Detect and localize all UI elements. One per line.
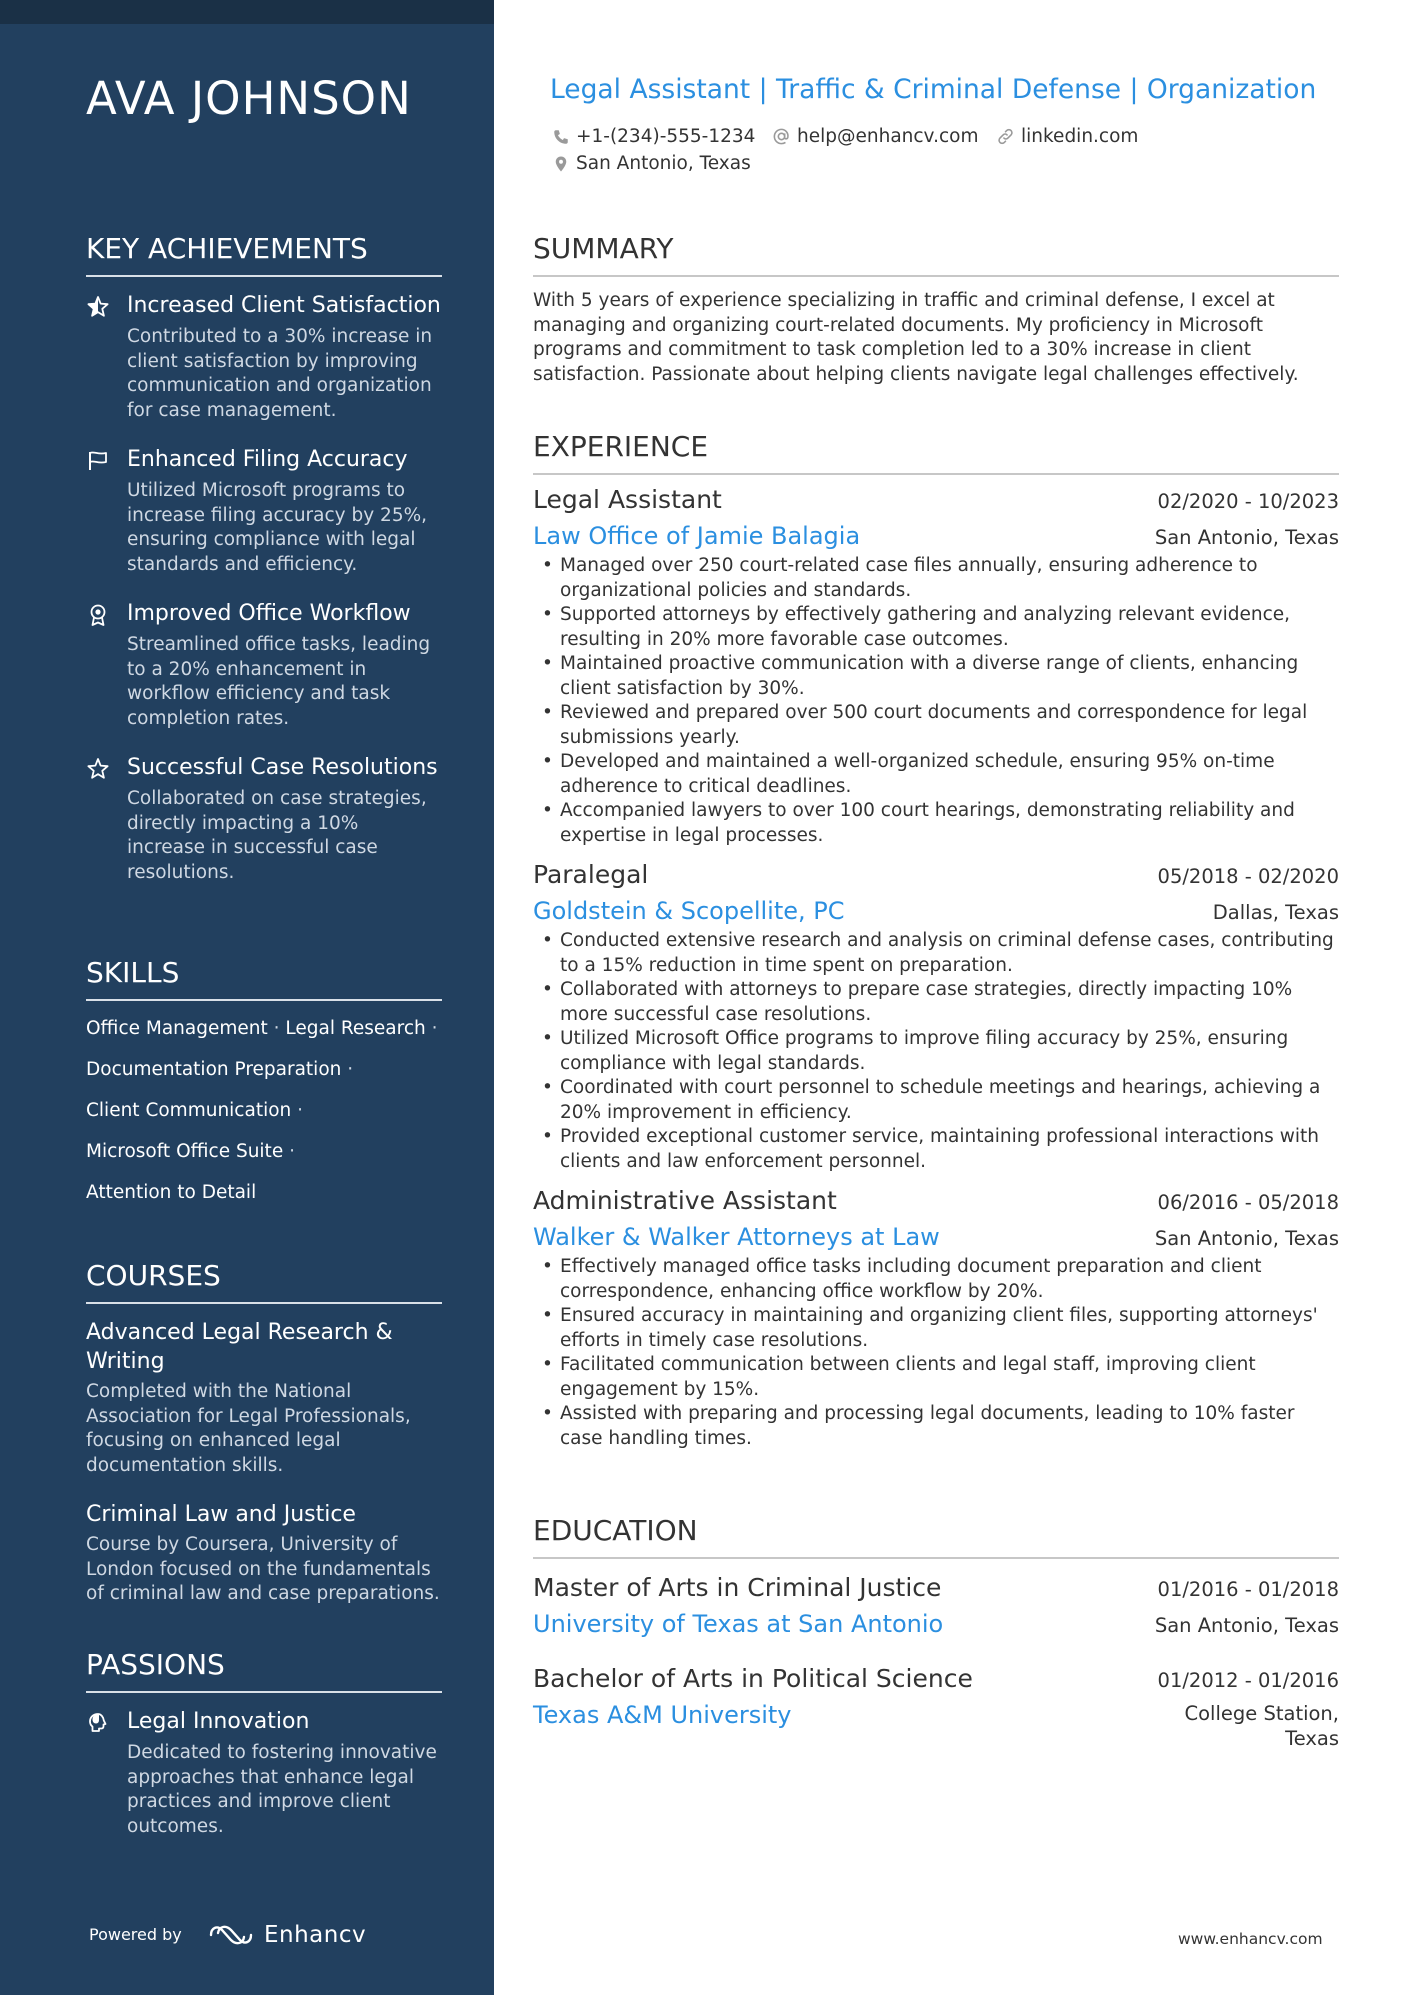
achievement-title: Enhanced Filing Accuracy (127, 447, 408, 472)
degree-title: Master of Arts in Criminal Justice (533, 1573, 942, 1602)
school-location: College Station, Texas (1184, 1702, 1339, 1750)
footer-url[interactable]: www.enhancv.com (1178, 1930, 1323, 1948)
bullet-item: • Maintained proactive communication with a diverse range of clients, enhancing client satisfaction by 30%. (533, 652, 1339, 701)
course-title: Criminal Law and Justice (86, 1502, 356, 1527)
bullet-item: • Utilized Microsoft Office programs to improve filing accuracy by 25%, ensuring compliance with legal standards. (533, 1027, 1339, 1076)
job-location: San Antonio, Texas (1154, 1227, 1339, 1250)
degree-title: Bachelor of Arts in Political Science (533, 1664, 973, 1693)
skill-label: Attention to Detail (86, 1182, 257, 1203)
achievement-title: Improved Office Workflow (127, 601, 411, 626)
section-title: PASSIONS (86, 1648, 442, 1693)
job-location: Dallas, Texas (1212, 901, 1339, 924)
section-title: COURSES (86, 1259, 442, 1304)
achievement-item (86, 291, 442, 423)
school-name[interactable]: Texas A&M University (533, 1701, 792, 1729)
course-title: Advanced Legal Research & Writing (86, 1320, 393, 1374)
bullet-item: • Collaborated with attorneys to prepare case strategies, directly impacting 10% more successful case resolutions. (533, 978, 1339, 1027)
contact-location (552, 153, 751, 174)
skill-row: Documentation Preparation · (86, 1059, 354, 1080)
enhancv-logo[interactable] (208, 1918, 366, 1952)
powered-by-label: Powered by (89, 1925, 182, 1944)
achievement-desc: Streamlined office tasks, leading to a 20% enhancement in workflow efficiency and task completion rates. (127, 634, 431, 729)
passion-item (86, 1707, 442, 1839)
skill-row (86, 1181, 442, 1222)
email-text: help@enhancv.com (797, 126, 979, 147)
section-title: KEY ACHIEVEMENTS (86, 232, 442, 277)
job-entry (533, 485, 1339, 848)
contact-phone[interactable] (552, 126, 755, 147)
headline: Legal Assistant | Traffic & Criminal Defense | Organization (550, 74, 1317, 105)
link-icon (996, 127, 1015, 146)
passions-section (86, 1648, 442, 1861)
achievement-title: Successful Case Resolutions (127, 755, 438, 780)
job-title: Administrative Assistant (533, 1186, 837, 1215)
bullet-item: • Provided exceptional customer service, maintaining professional interactions with clients and law enforcement personnel. (533, 1125, 1339, 1174)
school-location: San Antonio, Texas (1154, 1614, 1339, 1637)
skill-row: Office Management · Legal Research · (86, 1018, 438, 1039)
phone-text: +1-(234)-555-1234 (576, 126, 756, 147)
education-entry (533, 1664, 1339, 1751)
bullet-item: • Developed and maintained a well-organized schedule, ensuring 95% on-time adherence to critical deadlines. (533, 750, 1339, 799)
job-entry (533, 860, 1339, 1174)
job-dates: 02/2020 - 10/2023 (1157, 490, 1339, 513)
job-company[interactable]: Walker & Walker Attorneys at Law (533, 1223, 940, 1251)
bullet-item: • Ensured accuracy in maintaining and organizing client files, supporting attorneys' efforts in timely case resolutions. (533, 1304, 1339, 1353)
location-text: San Antonio, Texas (576, 153, 751, 174)
at-icon (772, 127, 791, 146)
star-half-icon (86, 295, 110, 319)
job-dates: 06/2016 - 05/2018 (1157, 1191, 1339, 1214)
skill-label: Legal Research (285, 1018, 426, 1039)
job-bullets (533, 1255, 1339, 1451)
job-dates: 05/2018 - 02/2020 (1157, 865, 1339, 888)
section-title: EDUCATION (533, 1514, 1339, 1559)
skill-label: Office Management (86, 1018, 268, 1039)
course-item (86, 1500, 442, 1607)
sidebar-top-strip (0, 0, 494, 24)
job-location: San Antonio, Texas (1154, 526, 1339, 549)
flag-icon (86, 449, 110, 473)
bullet-item: • Reviewed and prepared over 500 court documents and correspondence for legal submissions yearly. (533, 701, 1339, 750)
education-entry (533, 1573, 1339, 1638)
passion-desc: Dedicated to fostering innovative approaches that enhance legal practices and improve client outcomes. (127, 1742, 437, 1837)
education-dates: 01/2012 - 01/2016 (1157, 1669, 1339, 1692)
sidebar (0, 0, 494, 1995)
courses-section (86, 1259, 442, 1629)
skill-label: Documentation Preparation (86, 1059, 342, 1080)
education-dates: 01/2016 - 01/2018 (1157, 1578, 1339, 1601)
bullet-item: • Conducted extensive research and analysis on criminal defense cases, contributing to a 15% reduction in time spent on preparation. (533, 929, 1339, 978)
star-icon (86, 757, 110, 781)
contact-email[interactable] (772, 126, 978, 147)
linkedin-text: linkedin.com (1021, 126, 1139, 147)
summary-section (533, 232, 1339, 387)
achievement-title: Increased Client Satisfaction (127, 293, 441, 318)
location-pin-icon (552, 154, 570, 174)
job-entry (533, 1186, 1339, 1451)
phone-icon (552, 128, 570, 146)
course-desc: Completed with the National Association for Legal Professionals, focusing on enhanced legal documentation skills. (86, 1381, 411, 1476)
course-item (86, 1318, 442, 1478)
section-title: SKILLS (86, 956, 442, 1001)
enhancv-logo-icon (208, 1922, 254, 1948)
contact-linkedin[interactable] (996, 126, 1138, 147)
skill-row: Client Communication · (86, 1100, 304, 1121)
school-name[interactable]: University of Texas at San Antonio (533, 1610, 944, 1638)
achievement-desc: Collaborated on case strategies, directly impacting a 10% increase in successful case resolutions. (127, 788, 427, 883)
bullet-item: • Coordinated with court personnel to schedule meetings and hearings, achieving a 20% improvement in efficiency. (533, 1076, 1339, 1125)
education-section (533, 1514, 1339, 1777)
section-title: EXPERIENCE (533, 430, 1339, 475)
bullet-item: • Assisted with preparing and processing legal documents, leading to 10% faster case handling times. (533, 1402, 1339, 1451)
skill-label: Client Communication (86, 1100, 292, 1121)
experience-section (533, 430, 1339, 1463)
job-title: Legal Assistant (533, 485, 722, 514)
job-company[interactable]: Law Office of Jamie Balagia (533, 522, 861, 550)
job-bullets (533, 929, 1339, 1174)
summary-text: With 5 years of experience specializing in traffic and criminal defense, I excel at managing and organizing court-related documents. My proficiency in Microsoft programs and commitment to task completion led to a 30% increase in client satisfaction. Passionate about helping clients navigate legal challenges effectively. (533, 290, 1299, 385)
bullet-item: • Accompanied lawyers to over 100 court hearings, demonstrating reliability and expertise in legal processes. (533, 799, 1339, 848)
achievement-desc: Contributed to a 30% increase in client satisfaction by improving communication and organization for case management. (127, 326, 433, 421)
job-title: Paralegal (533, 860, 649, 889)
course-desc: Course by Coursera, University of London focused on the fundamentals of criminal law and case preparations. (86, 1534, 440, 1604)
brand-name: Enhancv (264, 1922, 367, 1948)
job-bullets (533, 554, 1339, 848)
key-achievements-section (86, 232, 442, 907)
candidate-name: AVA JOHNSON (86, 72, 412, 125)
achievement-item (86, 599, 442, 731)
award-icon (86, 603, 110, 627)
skills-section (86, 956, 442, 1222)
bullet-item: • Facilitated communication between clients and legal staff, improving client engagement by 15%. (533, 1353, 1339, 1402)
skill-label: Microsoft Office Suite (86, 1141, 284, 1162)
bullet-item: • Supported attorneys by effectively gathering and analyzing relevant evidence, resulting in 20% more favorable case outcomes. (533, 603, 1339, 652)
section-title: SUMMARY (533, 232, 1339, 277)
job-company[interactable]: Goldstein & Scopellite, PC (533, 897, 845, 925)
passion-title: Legal Innovation (127, 1709, 310, 1734)
achievement-item (86, 445, 442, 577)
achievement-item (86, 753, 442, 885)
achievement-desc: Utilized Microsoft programs to increase filing accuracy by 25%, ensuring compliance with legal standards and efficiency. (127, 480, 428, 575)
skill-row: Microsoft Office Suite · (86, 1141, 295, 1162)
bullet-item: • Effectively managed office tasks including document preparation and client correspondence, enhancing office workflow by 20%. (533, 1255, 1339, 1304)
bullet-item: • Managed over 250 court-related case files annually, ensuring adherence to organizational policies and standards. (533, 554, 1339, 603)
brain-icon (86, 1711, 110, 1735)
